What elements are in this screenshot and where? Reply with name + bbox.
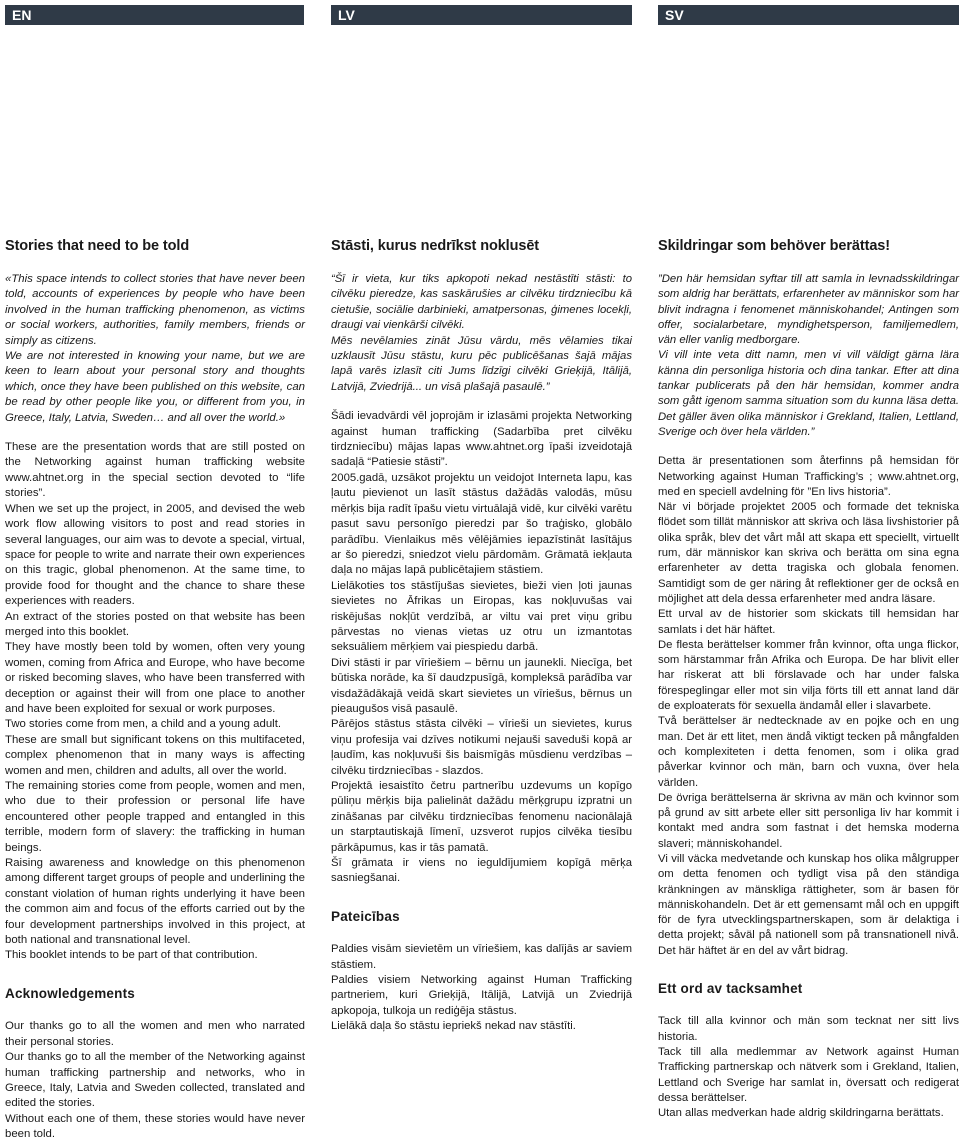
- paragraph-intro-quote: ”Den här hemsidan syftar till att samla in levnadsskildringar som aldrig har berättats, erfarenheter av människor som har blivit indragna i fenomenet människohandel; Antingen som offer, socialarbetare, myndighetsperson, familjemedlem, vän eller vanlig medborgare.: [658, 273, 959, 347]
- paragraph: Ett urval av de historier som skickats till hemsidan har samlats i det här häftet.: [658, 608, 959, 636]
- paragraph: När vi började projektet 2005 och formade det tekniska flödet som tillät människor att skriva och läsa livshistorier på olika språk, blev det vårt mål att skapa ett speciellt, virtuellt rum, där människor kan skriva och berätta om sina egna erfarenheter av detta tragiska och globala fenomen. Samtidigt som de ger näring åt reflektioner ger de också en möjlighet att dela dessa erfarenheter med andra läsare.: [658, 501, 959, 605]
- section-title-sv: Skildringar som behöver berättas!: [658, 238, 890, 254]
- paragraph: The remaining stories come from people, women and men, who due to their profession or personal life have encountered other people trapped and entangled in this terrible, modern form of slavery: the trafficking in human beings.: [5, 780, 305, 854]
- paragraph: Our thanks go to all the women and men who narrated their personal stories.: [5, 1020, 305, 1048]
- paragraph: When we set up the project, in 2005, and devised the web work flow allowing visitors to post and read stories in several languages, our aim was to devote a special, virtual, space for people to write and narrate their own experiences on this tragic, global phenomenon. At the same time, to provide food for thought and the chance to share these experiences with readers.: [5, 502, 305, 608]
- paragraph: Šī grāmata ir viens no ieguldījumiem kopīgā mērķa sasniegšanai.: [331, 857, 632, 885]
- paragraph: Šādi ievadvārdi vēl joprojām ir izlasāmi projekta Networking against human trafficking (Sadarbība pret cilvēku tirdzniecību) mājas lapas www.ahtnet.org īpaši izveidotajā sadaļā “Patiesie stāsti”.: [331, 410, 632, 469]
- paragraph: Vi vill väcka medvetande och kunskap hos olika målgrupper om detta fenomen och tydligt visa på den ständiga kränkningen av mänskliga rättigheter, som är basen för människohandeln. Det är ett gemensamt mål och en uppgift för de fyra utvecklingspartnerskapen, som är delaktiga i detta projekt; såväl på nationell som på transnationell nivå. Det här häftet är en del av vårt bidrag.: [658, 852, 959, 957]
- section-title-en: Stories that need to be told: [5, 238, 190, 254]
- paragraph: 2005.gadā, uzsākot projektu un veidojot Interneta lapu, kas ļautu pievienot un lasīt stāstus dažādās valodās, mūsu mērķis bija radīt īpašu vietu virtuālajā vidē, kur cilvēki varētu pasut savu personīgo pieredzi par šo traģisko, globālo parādību. Vienlaikus mēs vēlējāmies iepazīstināt lasītājus ar šo pieredzi, sniedzot vielu pārdomām. Grāmatā iekļauta daļa no mājas lapā publicētajiem stāstiem.: [331, 471, 632, 577]
- paragraph: Utan allas medverkan hade aldrig skildringarna berättats.: [658, 1107, 944, 1120]
- paragraph: Projektā iesaistīto četru partnerību uzdevums un kopīgo pūliņu mērķis bija palielināt dažādu mērķgrupu izpratni un zināšanas par cilvēku tirdzniecības fenomenu nacionālajā un starptautiskajā līmenī, uzsverot rupjos cilvēka tiesību pārkāpumus, kas ir tās pamatā.: [331, 780, 632, 854]
- paragraph: Without each one of them, these stories would have never been told.: [5, 1112, 305, 1141]
- paragraph-intro-quote-2: Vi vill inte veta ditt namn, men vi vill väldigt gärna lära känna din personliga historia och dina tankar. Efter att dina tankar publicerats på den här hemsidan, kommer andra som gått igenom samma situation som du kunna läsa detta. Det gäller även olika människor i Grekland, Italien, Lettland, Sverige och över hela världen.”: [658, 349, 959, 438]
- paragraph: De flesta berättelser kommer från kvinnor, ofta unga flickor, som härstammar från Afrika och Europa. De har blivit eller har riskerat att bli förslavade och har under falska förespeglingar eller mot sin vilja förts till ett annat land där de exploaterats för sexuella ändamål eller i slavarbete.: [658, 638, 959, 713]
- paragraph-intro-quote: «This space intends to collect stories that have never been told, accounts of experiences by people who have been involved in the human trafficking phenomenon, as victims or social workers, authorities, family members, friends or simply as citizens.: [5, 273, 305, 347]
- body-text-lv: [331, 272, 632, 1035]
- paragraph: They have mostly been told by women, often very young women, coming from Africa and Europe, who have become or risked becoming slaves, who have been transferred with deception or against their will from one place to another and have been exploited for sexual or work purposes.: [5, 641, 305, 715]
- language-tab-lv: LV: [331, 5, 632, 25]
- acknowledgements-heading: Ett ord av tacksamhet: [658, 981, 803, 997]
- paragraph: Tack till alla medlemmar av Network against Human Trafficking partnerskap och nätverk som i Grekland, Italien, Lettland och Sverige har samlat in, översatt och redigerat dessa berättelser.: [658, 1045, 959, 1104]
- paragraph: Paldies visām sievietēm un vīriešiem, kas dalījās ar saviem stāstiem.: [331, 943, 632, 971]
- body-text-en: [5, 272, 305, 1143]
- paragraph: Pārējos stāstus stāsta cilvēki – vīrieši un sievietes, kurus viņu profesija vai dzīves notikumi nejauši saveduši kopā ar ļaudīm, kas nokļuvuši šis baismīgās mūsdienu verdzības – cilvēku tirdzniecības - slazdos.: [331, 718, 632, 777]
- acknowledgements-heading: Acknowledgements: [5, 985, 135, 1001]
- paragraph: De övriga berättelserna är skrivna av män och kvinnor som på grund av sitt arbete eller sitt personliga liv har kommit i kontakt med andra som fastnat i det hemska moderna slaveri; människohandel.: [658, 791, 959, 850]
- section-title-lv: Stāsti, kurus nedrīkst noklusēt: [331, 238, 540, 254]
- paragraph: These are the presentation words that are still posted on the Networking against human trafficking website www.ahtnet.org in the special section devoted to “life stories”.: [5, 441, 305, 500]
- paragraph: This booklet intends to be part of that contribution.: [5, 949, 258, 962]
- paragraph-intro-quote-2: We are not interested in knowing your name, but we are keen to learn about your personal story and thoughts which, once they have been published on this website, can be read by other people like you, or different from you, in Greece, Italy, Latvia, Sweden… and all over the world.»: [5, 350, 305, 424]
- paragraph-intro-quote-2: Mēs nevēlamies zināt Jūsu vārdu, mēs vēlamies tikai uzklausīt Jūsu stāstu, kuru pēc publicēšanas šajā mājas lapā varēs izlasīt citi Jums līdzīgi cilvēki Grieķijā, Itālijā, Latvijā, Zviedrijā... un visā plašajā pasaulē.”: [331, 334, 632, 393]
- language-tab-sv: SV: [658, 5, 959, 25]
- paragraph: Två berättelser är nedtecknade av en pojke och en ung man. Det är ett litet, men ändå viktigt tecken på mångfalden och komplexiteten i detta fenomen, som i olika grad påverkar kvinnor och män, barn och vuxna, över hela världen.: [658, 715, 959, 789]
- paragraph: Detta är presentationen som återfinns på hemsidan för Networking against Human Trafficking’s ; www.ahtnet.org, med en speciell avdelning för ”En livs historia”.: [658, 455, 959, 498]
- paragraph: These are small but significant tokens on this multifaceted, complex phenomenon that in many ways is affecting women and men, children and adults, all over the world.: [5, 733, 305, 777]
- paragraph: Two stories come from men, a child and a young adult.: [5, 718, 282, 731]
- paragraph: Paldies visiem Networking against Human Trafficking partneriem, kuri Grieķijā, Itālijā, Latvijā un Zviedrijā apkopoja, tulkoja un rediģēja stāstus.: [331, 974, 632, 1017]
- paragraph-intro-quote: “Šī ir vieta, kur tiks apkopoti nekad nestāstīti stāsti: to cilvēku pieredze, kas saskārušies ar cilvēku tirdzniecību kā cietušie, sociālie darbinieki, amatpersonas, ģimenes locekļi, draugi vai vienkārši cilvēki.: [331, 273, 632, 332]
- paragraph: An extract of the stories posted on that website has been merged into this booklet.: [5, 610, 305, 638]
- language-tab-en: EN: [5, 5, 304, 25]
- paragraph: Lielākoties tos stāstījušas sievietes, bieži vien ļoti jaunas sievietes no Āfrikas un Eiropas, kas nokļuvušas vai riskējušas nokļūt verdzībā, ar viltu vai pret viņu gribu pārvestas no vienas vietas uz otru un izmantotas seksuāliem mērķiem vai piespiedu darbā.: [331, 579, 632, 654]
- paragraph: Divi stāsti ir par vīriešiem – bērnu un jaunekli. Niecīga, bet būtiska norāde, ka šī daudzpusīgā, kompleksā parādība var visdažādākajā veidā skart sievietes un vīriešus, bērnus un pieaugušos visā pasaulē.: [331, 656, 632, 715]
- body-text-sv: [658, 272, 959, 1121]
- paragraph: Lielākā daļa šo stāstu iepriekš nekad nav stāstīti.: [331, 1020, 576, 1033]
- paragraph: Tack till alla kvinnor och män som tecknat ner sitt livs historia.: [658, 1015, 959, 1043]
- acknowledgements-heading: Pateicības: [331, 908, 400, 924]
- paragraph: Raising awareness and knowledge on this phenomenon among different target groups of people and underlining the constant violation of human rights underlying it have been the common aim and focus of the efforts carried out by the four development partnerships involved in this project, at both national and transnational level.: [5, 857, 305, 947]
- paragraph: Our thanks go to all the member of the Networking against human trafficking partnership and networks, who in Greece, Italy, Latvia and Sweden collected, translated and edited the stories.: [5, 1051, 305, 1110]
